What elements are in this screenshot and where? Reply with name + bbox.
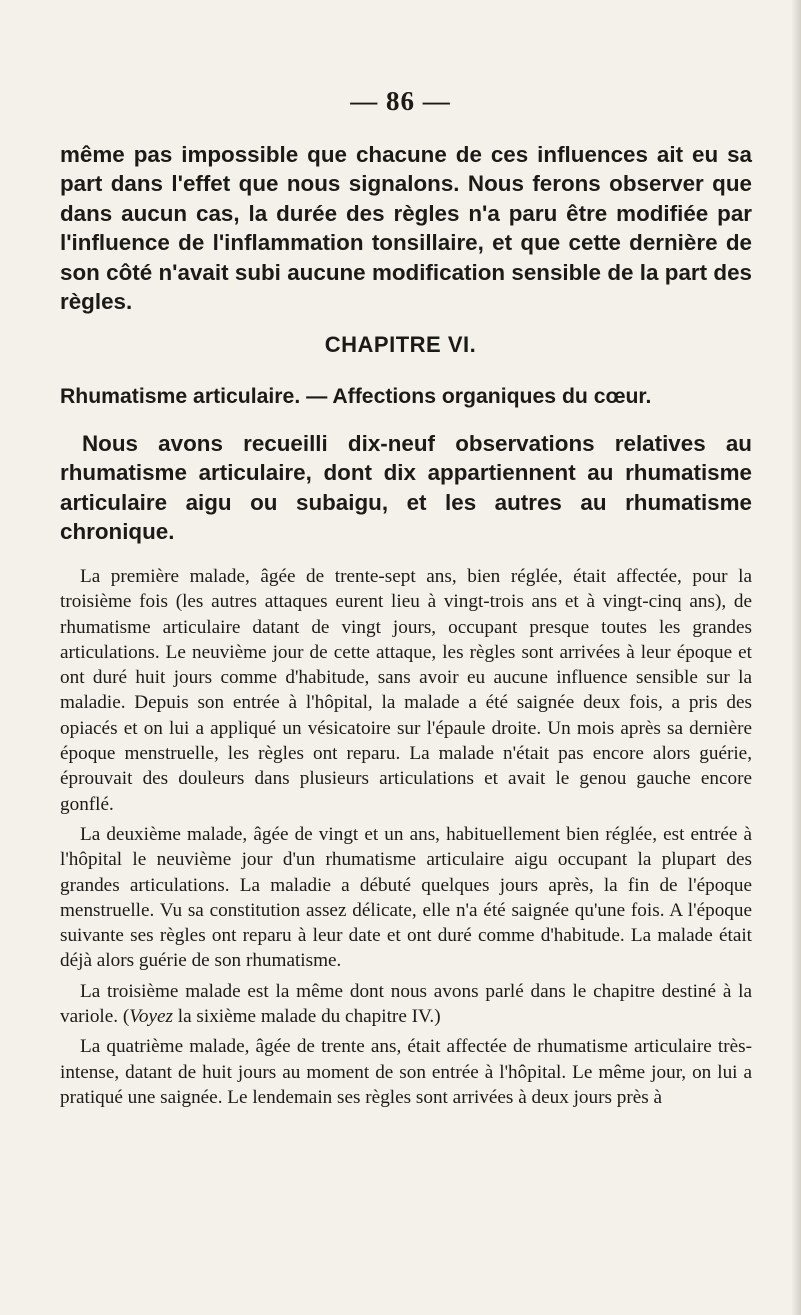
case-third-italic: Voyez <box>129 1006 173 1028</box>
summary-paragraph-block <box>60 429 752 547</box>
chapter-title: CHAPITRE VI. <box>324 332 477 357</box>
case-fourth-paragraph: La quatrième malade, âgée de trente ans, était affectée de rhumatisme articulaire très-intense, datant de huit jours au moment de son entrée à l'hôpital. Le même jour, on lui a pratiqué une saignée. Le lendemain ses règles sont arrivées à deux jours près à <box>60 1036 752 1108</box>
case-third-text-before: La troisième malade est la même dont nous avons parlé dans le chapitre destiné à la variole. ( <box>60 980 752 1028</box>
intro-paragraph: même pas impossible que chacune de ces influences ait eu sa part dans l'effet que nous signalons. Nous ferons observer que dans aucun cas, la durée des règles n'a paru être modifiée par l'influence de l'inflammation tonsillaire, et que cette dernière de son côté n'avait subi aucune modification sensible de la part des règles. <box>60 142 752 315</box>
page-edge-shadow <box>791 0 801 1315</box>
case-paragraphs <box>60 564 752 1110</box>
page-number: — 86 — <box>350 86 451 116</box>
summary-paragraph: Nous avons recueilli dix-neuf observations relatives au rhumatisme articulaire, dont dix appartiennent au rhumatisme articulaire aigu ou subaigu, et les autres au rhumatisme chronique. <box>60 431 752 545</box>
case-third-text-after: la sixième malade du chapitre IV.) <box>172 1006 441 1028</box>
case-second-paragraph: La deuxième malade, âgée de vingt et un ans, habituellement bien réglée, est entrée à l'hôpital le neuvième jour d'un rhumatisme articulaire aigu occupant la plupart des grandes articulations. La maladie a débuté quelques jours après, la fin de l'époque menstruelle. Vu sa constitution assez délicate, elle n'a été saignée qu'une fois. A l'époque suivante ses règles ont reparu à leur date et ont duré comme d'habitude. La malade était déjà alors guérie de son rhumatisme. <box>60 823 752 972</box>
intro-paragraph-block <box>60 140 752 316</box>
case-third-paragraph <box>60 979 752 1030</box>
case-first-paragraph: La première malade, âgée de trente-sept ans, bien réglée, était affectée, pour la troisième fois (les autres attaques eurent lieu à vingt-trois ans et à vingt-cinq ans), de rhumatisme articulaire datant de vingt jours, occupant presque toutes les grandes articulations. Le neuvième jour de cette attaque, les règles sont arrivées à leur époque et ont duré huit jours comme d'habitude, sans avoir eu aucune influence sensible sur la maladie. Depuis son entrée à l'hôpital, la malade a été saignée deux fois, a pris des opiacés et on lui a appliqué un vésicatoire sur l'épaule droite. Un mois après sa dernière époque menstruelle, les règles ont reparu. La malade n'était pas encore alors guérie, éprouvait des douleurs dans plusieurs articulations et avait le genou gauche encore gonflé. <box>60 566 752 815</box>
chapter-subtitle: Rhumatisme articulaire. — Affections organiques du cœur. <box>60 385 652 408</box>
